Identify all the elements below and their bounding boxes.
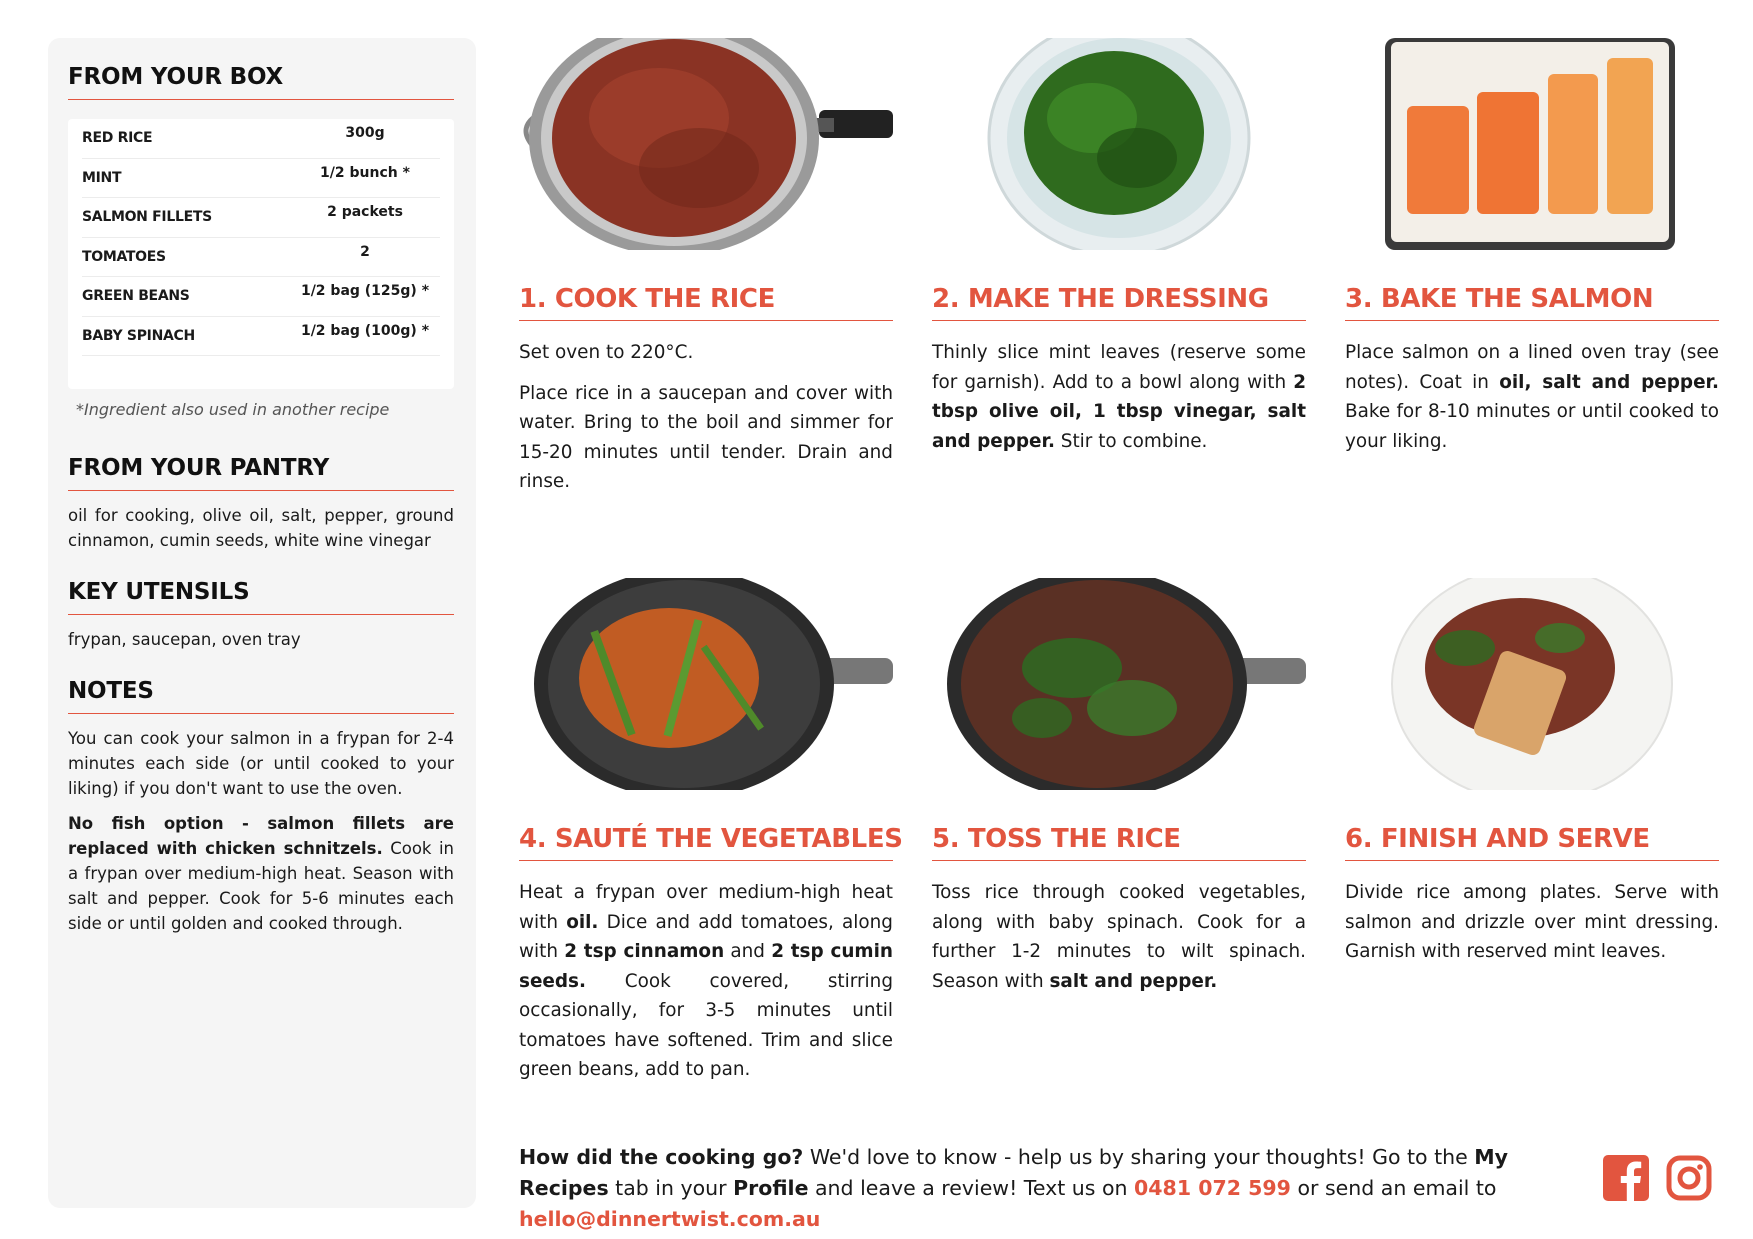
step-text	[519, 878, 893, 1096]
table-row	[82, 159, 440, 199]
pantry-title: FROM YOUR PANTRY	[68, 455, 454, 491]
notes-paragraph	[68, 811, 454, 936]
step-title: 2. MAKE THE DRESSING	[932, 284, 1306, 321]
feedback-question: How did the cooking go?	[519, 1145, 804, 1169]
footer-text: We'd love to know - help us by sharing your thoughts! Go to the	[803, 1145, 1475, 1169]
notes-bold: No fish option - salmon fillets are replaced with chicken schnitzels.	[68, 814, 454, 858]
step-bold-text: 2 tbsp olive oil, 1 tbsp vinegar, salt and pepper.	[932, 371, 1306, 452]
ingredient-qty: 2 packets	[327, 204, 403, 221]
step-title: 5. TOSS THE RICE	[932, 824, 1306, 861]
step-text-run: and	[724, 941, 772, 962]
step-text	[932, 878, 1306, 1007]
step-text-run: Place rice in a saucepan and cover with water. Bring to the boil and simmer for 15-20 minutes until tender. Drain and rinse.	[519, 382, 893, 492]
ingredient-footnote: *Ingredient also used in another recipe	[76, 400, 390, 419]
step-title: 6. FINISH AND SERVE	[1345, 824, 1719, 861]
step-bold-text: oil, salt and pepper.	[1499, 371, 1719, 393]
plated-salmon-rice-photo	[1345, 578, 1719, 790]
ingredient-name: RED RICE	[82, 130, 153, 147]
step-bold-text: salt and pepper.	[1049, 970, 1218, 992]
utensils-section	[68, 579, 454, 652]
salmon-oven-tray-photo	[1345, 38, 1719, 250]
step-bold-text: 2 tsp cinnamon	[564, 941, 725, 962]
step-paragraph	[1345, 338, 1719, 456]
step-finish-serve	[1345, 578, 1719, 962]
notes-title: NOTES	[68, 678, 454, 714]
step-paragraph	[519, 338, 893, 368]
feedback-footer	[519, 1142, 1579, 1235]
rice-spinach-frypan-photo	[932, 578, 1306, 790]
table-row	[82, 238, 440, 278]
ingredient-name: MINT	[82, 169, 122, 186]
social-links	[1603, 1155, 1712, 1201]
notes-paragraph: You can cook your salmon in a frypan for 2-4 minutes each side (or until cooked to your liking) if you don't want to use the oven.	[68, 729, 454, 798]
ingredient-qty: 1/2 bag (100g) *	[300, 322, 430, 339]
step-text	[519, 338, 893, 508]
ingredient-qty: 1/2 bunch *	[320, 164, 410, 181]
email-link[interactable]: hello@dinnertwist.com.au	[519, 1207, 821, 1231]
table-row	[82, 119, 440, 159]
ingredient-name: BABY SPINACH	[82, 327, 195, 344]
instagram-icon[interactable]	[1666, 1155, 1712, 1201]
footer-text: and leave a review! Text us on	[808, 1176, 1135, 1200]
notes-section	[68, 678, 454, 936]
step-text-run: Stir to combine.	[1054, 430, 1208, 452]
step-text-run: Divide rice among plates. Serve with salmon and drizzle over mint dressing. Garnish with reserved mint leaves.	[1345, 882, 1719, 962]
utensils-title: KEY UTENSILS	[68, 579, 454, 615]
step-paragraph	[932, 878, 1306, 996]
vegetables-frypan-photo	[519, 578, 893, 790]
ingredient-qty: 1/2 bag (125g) *	[300, 283, 430, 300]
step-paragraph	[932, 338, 1306, 456]
facebook-icon[interactable]	[1603, 1155, 1649, 1201]
step-paragraph	[519, 878, 893, 1085]
footer-text: tab in your	[608, 1176, 734, 1200]
step-text-run: Cook covered, stirring occasionally, for 3-5 minutes until tomatoes have softened. Trim and slice green beans, add to pan.	[519, 970, 893, 1080]
step-text-run: Heat a frypan over medium-high heat with	[519, 882, 893, 933]
ingredient-qty: 2	[360, 243, 370, 260]
step-text-run: Set oven to 220°C.	[519, 342, 694, 363]
step-title: 3. BAKE THE SALMON	[1345, 284, 1719, 321]
table-row	[82, 317, 440, 357]
step-cook-rice	[519, 38, 893, 492]
utensils-text: frypan, saucepan, oven tray	[68, 630, 301, 649]
step-text-run: Place salmon on a lined oven tray (see notes). Coat in	[1345, 342, 1719, 393]
ingredient-name: TOMATOES	[82, 248, 166, 265]
red-rice-saucepan-photo	[519, 38, 893, 250]
step-title: 4. SAUTÉ THE VEGETABLES	[519, 824, 893, 861]
box-title: FROM YOUR BOX	[68, 64, 454, 100]
profile-link[interactable]: Profile	[733, 1176, 809, 1200]
ingredient-name: GREEN BEANS	[82, 288, 190, 305]
step-bold-text: oil.	[566, 911, 599, 933]
notes-text	[68, 726, 454, 936]
step-text-run: Toss rice through cooked vegetables, along with baby spinach. Cook for a further 1-2 minutes to wilt spinach. Season with	[932, 882, 1306, 992]
ingredient-qty: 300g	[345, 125, 385, 142]
ingredients-sidebar	[48, 38, 476, 1208]
step-text	[1345, 878, 1719, 978]
ingredient-name: SALMON FILLETS	[82, 209, 212, 226]
box-ingredients-table	[68, 119, 454, 389]
step-bake-salmon	[1345, 38, 1719, 452]
footer-text: or send an email to	[1290, 1176, 1497, 1200]
step-toss-rice	[932, 578, 1306, 992]
phone-number-link[interactable]: 0481 072 599	[1134, 1176, 1291, 1200]
step-text-run: Bake for 8-10 minutes or until cooked to your liking.	[1345, 401, 1719, 452]
mint-dressing-bowl-photo	[932, 38, 1306, 250]
pantry-text: oil for cooking, olive oil, salt, pepper, ground cinnamon, cumin seeds, white wine vinegar	[68, 506, 454, 550]
step-text	[1345, 338, 1719, 467]
table-row	[82, 277, 440, 317]
table-row	[82, 198, 440, 238]
step-saute-vegetables	[519, 578, 903, 1080]
my-recipes-link[interactable]: My Recipes	[519, 1145, 1509, 1200]
step-text	[932, 338, 1306, 467]
notes-rest: Cook in a frypan over medium-high heat. Season with salt and pepper. Cook for 5-6 minutes each side or until golden and cooked through.	[68, 839, 454, 933]
step-title: 1. COOK THE RICE	[519, 284, 893, 321]
step-paragraph	[519, 379, 893, 497]
step-make-dressing	[932, 38, 1306, 452]
step-bold-text: 2 tsp cumin seeds.	[519, 941, 893, 992]
pantry-section	[68, 455, 454, 553]
step-text-run: Thinly slice mint leaves (reserve some for garnish). Add to a bowl along with	[932, 342, 1306, 393]
step-text-run: Dice and add tomatoes, along with	[519, 911, 893, 962]
step-paragraph	[1345, 878, 1719, 967]
